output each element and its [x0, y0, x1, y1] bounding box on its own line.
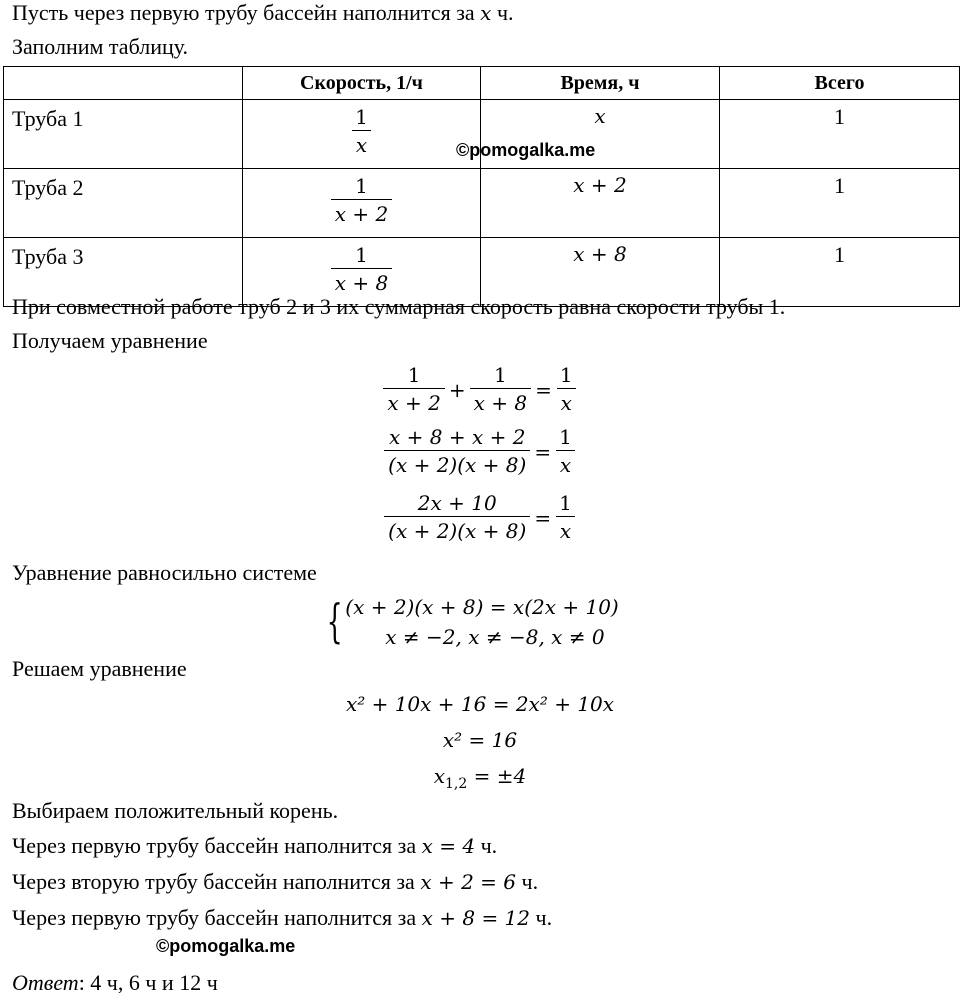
answer-label: Ответ — [12, 970, 79, 995]
root-variable: x — [433, 764, 446, 788]
equation-3 — [0, 490, 960, 545]
row-label: Труба 3 — [4, 238, 243, 307]
pipes-table — [3, 66, 960, 307]
watermark-bottom: ©pomogalka.me — [156, 936, 296, 956]
row-label: Труба 2 — [4, 169, 243, 238]
root-subscript: 1,2 — [445, 776, 468, 792]
fraction-denominator: x — [556, 516, 575, 545]
equation-1 — [0, 362, 960, 417]
text-equation-intro: Получаем уравнение — [12, 328, 208, 353]
root-value: = ±4 — [467, 764, 527, 788]
text-system-intro: Уравнение равносильно системе — [12, 560, 317, 585]
fraction-denominator: (x + 2)(x + 8) — [384, 516, 530, 545]
intro-unit: ч. — [491, 0, 514, 25]
result-math: x = 4 — [421, 834, 476, 858]
fraction-denominator: x — [352, 130, 371, 159]
result-line — [12, 905, 552, 931]
intro-text: Пусть через первую трубу бассейн наполнится за — [12, 0, 481, 25]
fraction — [556, 362, 577, 417]
table-header-speed: Скорость, 1/ч — [243, 67, 481, 100]
result-unit: ч. — [475, 833, 498, 858]
speed-cell — [243, 100, 481, 169]
speed-cell — [243, 169, 481, 238]
result-text: Через вторую трубу бассейн наполнится за — [12, 869, 421, 894]
fraction-denominator: (x + 2)(x + 8) — [384, 450, 530, 479]
fraction-numerator: 1 — [355, 174, 368, 198]
solve-step-2: x² = 16 — [442, 728, 518, 752]
fraction-denominator: x + 8 — [470, 388, 531, 417]
solve-step-3 — [0, 762, 960, 798]
row-label: Труба 1 — [4, 100, 243, 169]
solve-step-1: x² + 10x + 16 = 2x² + 10x — [345, 692, 615, 716]
watermark-top: ©pomogalka.me — [456, 140, 596, 160]
total-cell: 1 — [720, 238, 960, 307]
result-line — [12, 869, 538, 895]
result-unit: ч. — [530, 905, 553, 930]
fraction-numerator: 1 — [355, 105, 368, 129]
result-line — [12, 833, 497, 859]
time-cell: x — [481, 100, 720, 169]
fraction — [470, 362, 531, 417]
result-unit: ч. — [516, 869, 539, 894]
text-combined: При совместной работе труб 2 и 3 их суммарная скорость равна скорости трубы 1. — [12, 294, 786, 319]
equation-2 — [0, 424, 960, 479]
total-cell: 1 — [720, 100, 960, 169]
speed-fraction — [351, 104, 372, 159]
answer-line — [12, 970, 218, 996]
intro-line-1 — [12, 0, 514, 26]
fraction-numerator: 1 — [407, 363, 421, 387]
fraction — [384, 424, 530, 479]
fraction-denominator: x + 8 — [331, 268, 392, 297]
total-cell: 1 — [720, 169, 960, 238]
table-header-time: Время, ч — [481, 67, 720, 100]
time-cell: x + 8 — [481, 238, 720, 307]
fraction — [555, 424, 576, 479]
equation-system — [320, 592, 619, 652]
fraction-numerator: x + 8 + x + 2 — [389, 425, 526, 449]
fraction — [384, 490, 530, 545]
left-brace-icon: { — [326, 594, 343, 648]
fraction — [383, 362, 444, 417]
fraction-numerator: 1 — [355, 243, 368, 267]
fraction-denominator: x — [556, 450, 575, 479]
text-choose-root: Выбираем положительный корень. — [12, 798, 339, 823]
system-line-2: x ≠ −2, x ≠ −8, x ≠ 0 — [385, 625, 605, 649]
equals-sign: = — [535, 377, 552, 402]
fraction-denominator: x — [557, 388, 576, 417]
text-solve-intro: Решаем уравнение — [12, 656, 187, 681]
result-text: Через первую трубу бассейн наполнится за — [12, 833, 422, 858]
table-header-total: Всего — [720, 67, 960, 100]
speed-fraction — [331, 242, 392, 297]
result-math: x + 8 = 12 — [421, 906, 531, 930]
fraction-denominator: x + 2 — [331, 199, 392, 228]
result-text: Через первую трубу бассейн наполнится за — [12, 905, 422, 930]
table-header-row — [4, 67, 960, 100]
fraction-numerator: 1 — [559, 425, 572, 449]
fraction-denominator: x + 2 — [383, 388, 444, 417]
fraction-numerator: 1 — [559, 491, 572, 515]
equals-sign: = — [534, 439, 552, 464]
result-math: x + 2 = 6 — [420, 870, 516, 894]
table-row — [4, 169, 960, 238]
fraction-numerator: 1 — [559, 363, 573, 387]
speed-fraction — [331, 173, 392, 228]
equals-sign: = — [534, 505, 552, 530]
time-cell: x + 2 — [481, 169, 720, 238]
intro-line-2: Заполним таблицу. — [12, 34, 189, 59]
system-lines — [345, 592, 618, 652]
fraction-numerator: 2x + 10 — [417, 491, 497, 515]
answer-text: : 4 ч, 6 ч и 12 ч — [78, 970, 218, 995]
table-header-empty — [4, 67, 243, 100]
system-line-1: (x + 2)(x + 8) = x(2x + 10) — [345, 595, 619, 619]
fraction-numerator: 1 — [494, 363, 507, 387]
intro-variable: x — [480, 1, 492, 25]
fraction — [555, 490, 576, 545]
plus-sign: + — [448, 377, 466, 402]
